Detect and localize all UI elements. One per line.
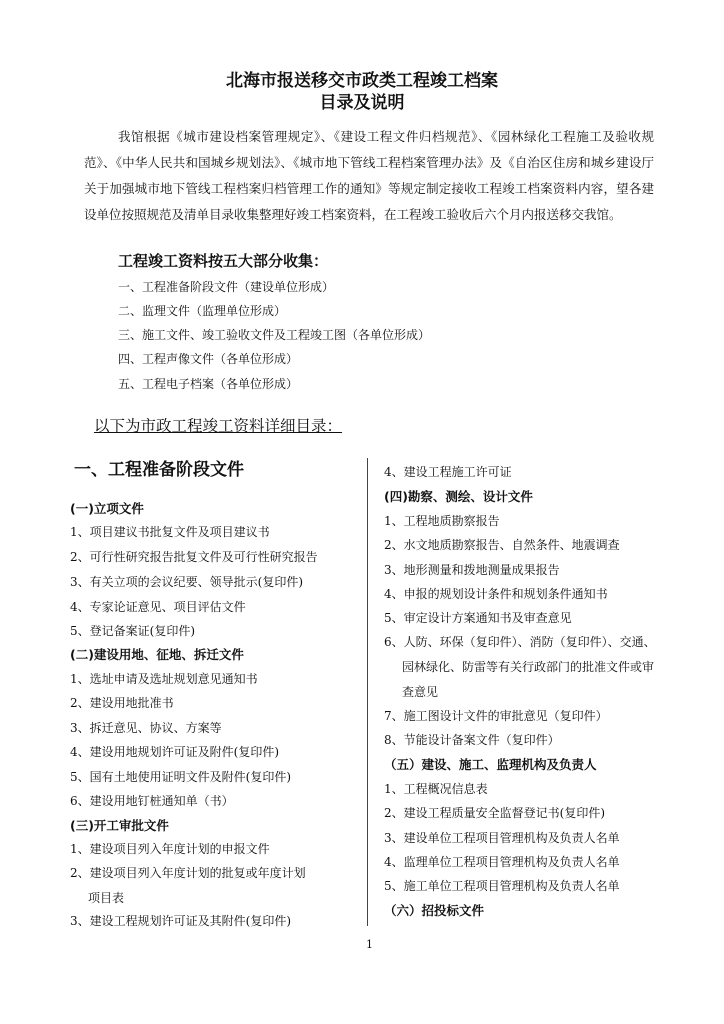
list-item: 1、工程地质勘察报告 — [384, 514, 500, 528]
list-item: 6、人防、环保（复印件）、消防（复印件）、交通、 — [384, 635, 656, 649]
subsection-title-land: (二)建设用地、征地、拆迁文件 — [70, 647, 244, 662]
list-item: 1、建设项目列入年度计划的申报文件 — [70, 842, 270, 856]
part-item-4: 四、工程声像文件（各单位形成） — [118, 352, 299, 366]
subsection-title-commencement: (三)开工审批文件 — [70, 818, 169, 833]
list-item: 6、建设用地钉桩通知单（书） — [70, 794, 234, 808]
document-subtitle: 目录及说明 — [319, 93, 405, 113]
catalog-heading: 以下为市政工程竣工资料详细目录： — [94, 417, 343, 435]
list-item: 5、国有土地使用证明文件及附件(复印件) — [70, 770, 291, 784]
list-item-continuation: 项目表 — [88, 891, 125, 905]
list-item: 2、可行性研究报告批复文件及可行性研究报告 — [70, 550, 318, 564]
list-item: 4、专家论证意见、项目评估文件 — [70, 600, 246, 614]
subsection-title-approval: (一)立项文件 — [70, 501, 144, 516]
column-divider — [367, 458, 368, 926]
list-item-continuation: 园林绿化、防雷等有关行政部门的批准文件或审 — [402, 660, 655, 674]
list-item: 2、建设项目列入年度计划的批复或年度计划 — [70, 866, 306, 880]
list-item: 4、监理单位工程项目管理机构及负责人名单 — [384, 855, 620, 869]
list-item: 4、建设工程施工许可证 — [384, 465, 512, 479]
list-item: 2、水文地质勘察报告、自然条件、地震调查 — [384, 538, 620, 552]
document-title: 北海市报送移交市政类工程竣工档案 — [226, 71, 498, 91]
part-item-2: 二、监理文件（监理单位形成） — [118, 304, 287, 318]
subsection-title-organizations: （五）建设、施工、监理机构及负责人 — [384, 757, 597, 772]
part-item-1: 一、工程准备阶段文件（建设单位形成） — [118, 280, 335, 294]
subsection-title-bidding: （六）招投标文件 — [384, 903, 485, 918]
list-item-continuation: 查意见 — [402, 685, 439, 699]
list-item: 3、建设单位工程项目管理机构及负责人名单 — [384, 831, 620, 845]
list-item: 4、建设用地规划许可证及附件(复印件) — [70, 745, 279, 759]
collect-heading: 工程竣工资料按五大部分收集： — [118, 252, 329, 270]
list-item: 3、拆迁意见、协议、方案等 — [70, 721, 222, 735]
list-item: 7、施工图设计文件的审批意见（复印件） — [384, 709, 608, 723]
page-number: 1 — [366, 938, 373, 951]
intro-text: 我馆根据《城市建设档案管理规定》、《建设工程文件归档规范》、《园林绿化工程施工及验收规范》、《中华人民共和国城乡规划法》、《城市地下管线工程档案管理办法》及《自治区住房和城乡建设厅关于加强城市地下管线工程档案归档管理工作的通知》等规定制定接收工程竣工档案资料内容，望各建设单位按照规范及清单目录收集整理好竣工档案资料，在工程竣工验收后六个月内报送移交我馆。 — [84, 129, 654, 222]
section-heading-preparation: 一、工程准备阶段文件 — [74, 460, 244, 480]
part-item-3: 三、施工文件、竣工验收文件及工程竣工图（各单位形成） — [118, 328, 431, 342]
list-item: 1、项目建议书批复文件及项目建议书 — [70, 525, 270, 539]
list-item: 5、审定设计方案通知书及审查意见 — [384, 611, 572, 625]
list-item: 4、申报的规划设计条件和规划条件通知书 — [384, 587, 608, 601]
list-item: 3、建设工程规划许可证及其附件(复印件) — [70, 914, 291, 928]
list-item: 1、工程概况信息表 — [384, 782, 488, 796]
list-item: 3、地形测量和拨地测量成果报告 — [384, 563, 560, 577]
part-item-5: 五、工程电子档案（各单位形成） — [118, 377, 299, 391]
list-item: 5、登记备案证(复印件) — [70, 624, 195, 638]
subsection-title-survey: (四)勘察、测绘、设计文件 — [384, 489, 533, 504]
list-item: 3、有关立项的会议纪要、领导批示(复印件) — [70, 575, 303, 589]
intro-paragraph — [84, 124, 654, 228]
list-item: 8、节能设计备案文件（复印件） — [384, 733, 560, 747]
list-item: 2、建设工程质量安全监督登记书(复印件) — [384, 806, 605, 820]
list-item: 1、选址申请及选址规划意见通知书 — [70, 672, 258, 686]
list-item: 5、施工单位工程项目管理机构及负责人名单 — [384, 879, 620, 893]
list-item: 2、建设用地批准书 — [70, 696, 174, 710]
